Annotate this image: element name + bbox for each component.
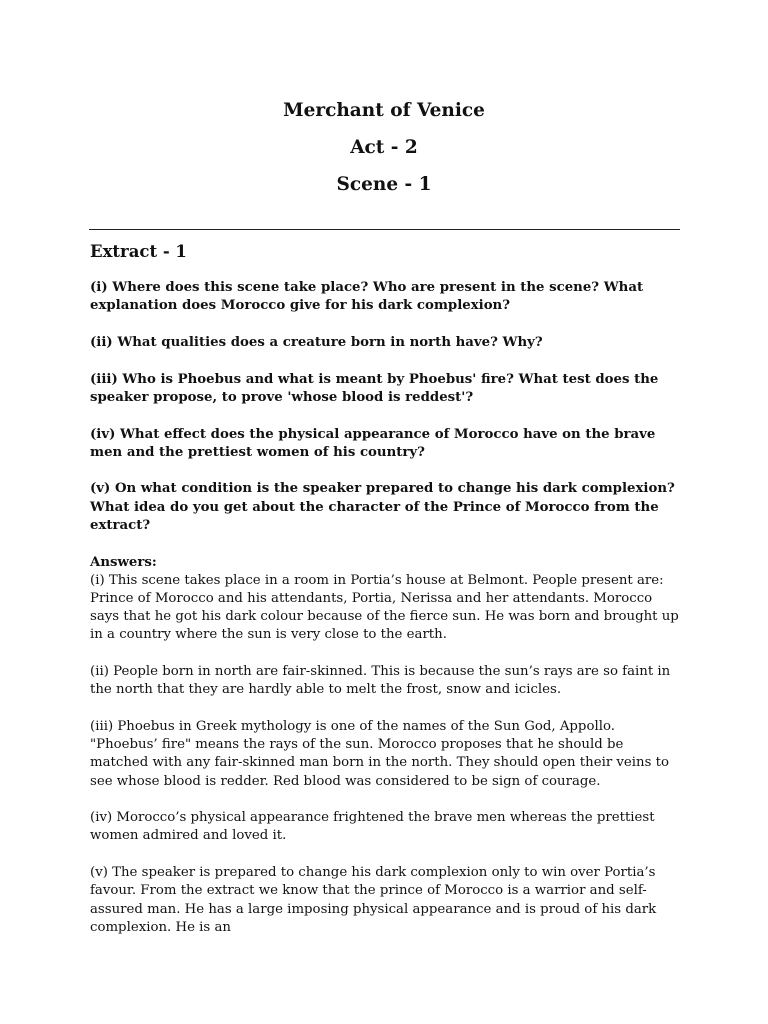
answer-2: (ii) People born in north are fair-skinned. This is because the sun’s rays are so faint in the north that they are hardly able to melt the frost, snow and icicles. bbox=[90, 664, 671, 698]
title-block bbox=[0, 92, 768, 203]
document-title: Merchant of Venice bbox=[283, 100, 485, 121]
scene-heading: Scene - 1 bbox=[336, 174, 432, 195]
question-1: (i) Where does this scene take place? Who are present in the scene? What explanation does Morocco give for his dark complexion? bbox=[90, 280, 644, 314]
answers-heading: Answers: bbox=[90, 554, 157, 570]
question-5: (v) On what condition is the speaker prepared to change his dark complexion? What idea do you get about the character of the Prince of Morocco from the extract? bbox=[90, 481, 675, 533]
extract-section bbox=[90, 240, 680, 955]
answer-5: (v) The speaker is prepared to change his dark complexion only to win over Portia’s favour. From the extract we know that the prince of Morocco is a warrior and self-assured man. He has a large imposing physical appearance and is proud of his dark complexion. He is an bbox=[90, 865, 657, 935]
answer-3: (iii) Phoebus in Greek mythology is one of the names of the Sun God, Appollo. "Phoebus’ fire" means the rays of the sun. Morocco proposes that he should be matched with any fair-skinned man born in the north. They should open their veins to see whose blood is redder. Red blood was considered to be sign of courage. bbox=[90, 718, 670, 789]
question-3: (iii) Who is Phoebus and what is meant by Phoebus' fire? What test does the speaker propose, to prove 'whose blood is reddest'? bbox=[90, 371, 659, 405]
horizontal-divider bbox=[89, 229, 680, 230]
extract-heading: Extract - 1 bbox=[90, 242, 187, 261]
act-heading: Act - 2 bbox=[350, 137, 418, 158]
answer-1: (i) This scene takes place in a room in Portia’s house at Belmont. People present are: Prince of Morocco and his attendants, Portia, Nerissa and her attendants. Morocco says that he got his dark colour because of the fierce sun. He was born and brought up in a country where the sun is very close to the earth. bbox=[90, 572, 679, 643]
answer-list bbox=[90, 554, 680, 937]
question-4: (iv) What effect does the physical appearance of Morocco have on the brave men and the prettiest women of his country? bbox=[90, 426, 656, 460]
answer-4: (iv) Morocco’s physical appearance frightened the brave men whereas the prettiest women admired and loved it. bbox=[90, 810, 655, 844]
question-list bbox=[90, 279, 680, 535]
question-2: (ii) What qualities does a creature born in north have? Why? bbox=[90, 334, 543, 350]
